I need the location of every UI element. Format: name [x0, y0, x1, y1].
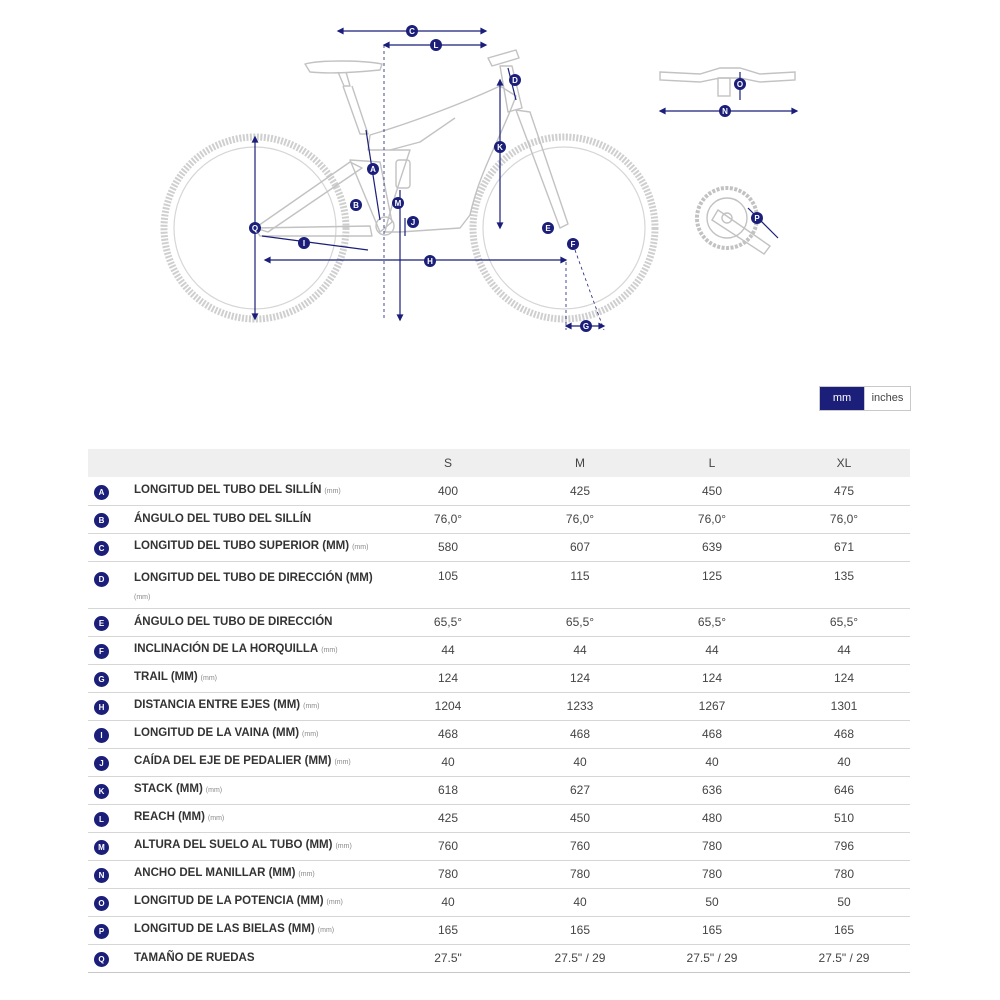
row-name: LONGITUD DE LA POTENCIA (MM) [134, 895, 324, 907]
row-name: LONGITUD DEL TUBO DE DIRECCIÓN (MM) [134, 571, 373, 584]
value-size-xl: 40 [837, 755, 851, 769]
value-size-xl: 44 [837, 643, 851, 657]
row-letter-cell [88, 748, 134, 776]
row-unit: (mm) [352, 544, 369, 551]
value-size-xl: 124 [833, 671, 855, 685]
marker-f-label: F [570, 240, 576, 249]
header-size-m: M [575, 456, 585, 470]
marker-g-label: G [582, 322, 590, 331]
row-name-cell [134, 561, 382, 608]
row-unit: (mm) [205, 787, 223, 794]
value-size-s: 780 [437, 867, 459, 881]
table-header [88, 449, 910, 477]
unit-toggle [819, 386, 911, 411]
marker-i [298, 237, 310, 249]
row-name: REACH (MM) [134, 811, 205, 823]
value-size-l: 50 [705, 895, 719, 909]
marker-k [494, 141, 506, 153]
row-name: ALTURA DEL SUELO AL TUBO (MM) [134, 839, 333, 851]
table-row [88, 944, 910, 972]
marker-e-label: E [545, 224, 551, 233]
value-size-m: 780 [569, 867, 591, 881]
marker-d-label: D [512, 76, 518, 85]
row-name: INCLINACIÓN DE LA HORQUILLA [134, 643, 319, 655]
value-size-xl: 646 [833, 783, 855, 797]
row-letter-cell [88, 561, 134, 608]
row-name-cell [134, 888, 382, 916]
header-size-l: L [708, 456, 716, 470]
marker-o [734, 78, 746, 90]
row-letter-badge: Q [94, 952, 109, 967]
value-size-l: 76,0° [697, 512, 727, 526]
value-size-xl: 50 [837, 895, 851, 909]
row-letter-cell [88, 832, 134, 860]
value-size-s: 580 [437, 540, 459, 554]
value-size-m: 44 [573, 643, 587, 657]
table-row [88, 776, 910, 804]
table-row [88, 533, 910, 561]
marker-e [542, 222, 554, 234]
marker-p [751, 212, 763, 224]
bike-geometry-diagram [0, 0, 1000, 350]
row-name: LONGITUD DE LAS BIELAS (MM) [134, 923, 315, 935]
marker-j [407, 216, 419, 228]
row-letter-badge: G [94, 672, 109, 687]
row-name: ÁNGULO DEL TUBO DE DIRECCIÓN [134, 616, 333, 628]
row-name: STACK (MM) [134, 783, 203, 795]
value-size-m: 40 [573, 755, 587, 769]
geometry-table [88, 449, 910, 973]
row-letter-badge: M [94, 840, 109, 855]
row-letter-badge: H [94, 700, 109, 715]
row-name-cell [134, 804, 382, 832]
row-letter-cell [88, 477, 134, 505]
row-letter-badge: A [94, 485, 109, 500]
marker-k-label: K [497, 143, 503, 152]
marker-l-label: L [433, 41, 439, 50]
value-size-s: 425 [437, 811, 459, 825]
value-size-s: 165 [437, 923, 459, 937]
table-row [88, 748, 910, 776]
row-name-cell [134, 776, 382, 804]
value-size-l: 165 [701, 923, 723, 937]
row-name-cell [134, 533, 382, 561]
marker-n-label: N [722, 107, 728, 116]
marker-q [249, 222, 261, 234]
row-name-cell [134, 608, 382, 636]
value-size-m: 76,0° [565, 512, 595, 526]
handlebar-top-view [660, 68, 795, 96]
row-letter-badge: C [94, 541, 109, 556]
table-row [88, 692, 910, 720]
row-name: LONGITUD DEL TUBO DEL SILLÍN [134, 483, 322, 496]
row-name: TRAIL (MM) [134, 671, 198, 683]
row-unit: (mm) [302, 731, 319, 738]
value-size-s: 40 [441, 755, 455, 769]
value-size-l: 44 [705, 643, 719, 657]
row-unit: (mm) [207, 815, 225, 822]
marker-a-label: A [370, 165, 376, 174]
value-size-l: 1267 [698, 699, 726, 713]
marker-q-label: Q [251, 224, 259, 233]
marker-a [367, 163, 379, 175]
row-letter-cell [88, 804, 134, 832]
value-size-m: 1233 [566, 699, 594, 713]
row-unit: (mm) [326, 899, 343, 906]
row-letter-cell [88, 720, 134, 748]
table-row [88, 832, 910, 860]
table-row [88, 720, 910, 748]
value-size-l: 124 [701, 671, 723, 685]
marker-p-label: P [754, 214, 760, 223]
unit-mm-button[interactable]: mm [820, 387, 864, 410]
row-unit: (mm) [321, 647, 338, 654]
value-size-s: 124 [437, 671, 459, 685]
value-size-xl: 510 [833, 811, 855, 825]
row-name: DISTANCIA ENTRE EJES (MM) [134, 699, 301, 711]
row-letter-cell [88, 888, 134, 916]
row-name-cell [134, 916, 382, 944]
value-size-m: 165 [569, 923, 591, 937]
marker-f [567, 238, 579, 250]
header-size-s: S [443, 456, 452, 470]
value-size-xl: 475 [833, 483, 855, 498]
row-unit: (mm) [134, 593, 151, 601]
table-row [88, 636, 910, 664]
row-letter-cell [88, 505, 134, 533]
table-row [88, 804, 910, 832]
bike-frame [255, 50, 568, 236]
row-letter-badge: F [94, 644, 109, 659]
value-size-m: 607 [569, 540, 591, 554]
value-size-s: 40 [441, 895, 455, 909]
value-size-s: 65,5° [433, 615, 463, 629]
value-size-l: 468 [701, 727, 723, 741]
value-size-l: 480 [701, 811, 723, 825]
value-size-s: 468 [437, 727, 459, 741]
row-letter-cell [88, 860, 134, 888]
value-size-m: 468 [569, 727, 591, 741]
table-row [88, 916, 910, 944]
row-letter-badge: O [94, 896, 109, 911]
row-unit: (mm) [334, 759, 351, 766]
row-name-cell [134, 477, 382, 505]
row-letter-cell [88, 944, 134, 972]
row-name: LONGITUD DEL TUBO SUPERIOR (MM) [134, 540, 350, 552]
marker-i-label: I [302, 239, 306, 248]
row-letter-cell [88, 776, 134, 804]
row-letter-badge: E [94, 616, 109, 631]
value-size-xl: 165 [833, 923, 855, 937]
marker-m-label: M [394, 199, 402, 208]
value-size-s: 44 [441, 643, 455, 657]
marker-h [424, 255, 436, 267]
table-row [88, 561, 910, 608]
marker-c-label: C [409, 27, 415, 36]
marker-c [406, 25, 418, 37]
value-size-xl: 27.5" / 29 [818, 951, 870, 965]
row-letter-badge: D [94, 572, 109, 587]
value-size-s: 400 [437, 483, 459, 498]
value-size-s: 76,0° [433, 512, 463, 526]
row-name-cell [134, 664, 382, 692]
row-letter-cell [88, 692, 134, 720]
row-name-cell [134, 636, 382, 664]
dimension-lines [253, 29, 798, 331]
value-size-xl: 468 [833, 727, 855, 741]
value-size-l: 639 [701, 540, 723, 554]
value-size-m: 760 [569, 839, 591, 853]
row-unit: (mm) [200, 675, 217, 682]
marker-l [430, 39, 442, 51]
row-name: TAMAÑO DE RUEDAS [134, 952, 255, 964]
row-letter-badge: B [94, 513, 109, 528]
table-row [88, 477, 910, 505]
marker-b-label: B [353, 201, 359, 210]
value-size-l: 450 [701, 483, 723, 498]
row-letter-badge: P [94, 924, 109, 939]
value-size-xl: 1301 [830, 699, 858, 713]
row-letter-cell [88, 636, 134, 664]
row-unit: (mm) [324, 487, 341, 495]
table-row [88, 860, 910, 888]
row-unit: (mm) [335, 843, 352, 850]
value-size-m: 124 [569, 671, 591, 685]
unit-inches-button[interactable]: inches [864, 387, 910, 410]
table-row [88, 608, 910, 636]
value-size-m: 425 [569, 483, 591, 498]
header-size-xl: XL [836, 456, 852, 470]
value-size-m: 627 [569, 783, 591, 797]
row-name-cell [134, 692, 382, 720]
row-name: CAÍDA DEL EJE DE PEDALIER (MM) [134, 755, 332, 767]
value-size-l: 40 [705, 755, 719, 769]
value-size-m: 40 [573, 895, 587, 909]
row-letter-badge: L [94, 812, 109, 827]
marker-n [719, 105, 731, 117]
value-size-l: 780 [701, 867, 723, 881]
marker-b [350, 199, 362, 211]
value-size-xl: 671 [833, 540, 855, 554]
row-name-cell [134, 832, 382, 860]
row-letter-cell [88, 533, 134, 561]
row-letter-badge: I [94, 728, 109, 743]
value-size-s: 760 [437, 839, 459, 853]
row-name-cell [134, 720, 382, 748]
marker-j-label: J [410, 218, 416, 227]
row-unit: (mm) [298, 871, 315, 878]
value-size-m: 27.5" / 29 [554, 951, 606, 965]
header-letter [88, 449, 134, 477]
table-row [88, 888, 910, 916]
value-size-xl: 780 [833, 867, 855, 881]
row-name-cell [134, 748, 382, 776]
row-name-cell [134, 944, 382, 972]
table-row [88, 664, 910, 692]
value-size-xl: 76,0° [829, 512, 859, 526]
value-size-xl: 65,5° [829, 615, 859, 629]
row-name-cell [134, 860, 382, 888]
value-size-l: 65,5° [697, 615, 727, 629]
table-body [88, 477, 910, 972]
row-name: LONGITUD DE LA VAINA (MM) [134, 727, 300, 739]
row-unit: (mm) [317, 927, 335, 934]
marker-m [392, 197, 404, 209]
row-letter-badge: J [94, 756, 109, 771]
row-letter-badge: K [94, 784, 109, 799]
row-letter-cell [88, 608, 134, 636]
value-size-s: 618 [437, 783, 459, 797]
value-size-xl: 135 [833, 568, 855, 583]
value-size-l: 125 [701, 568, 723, 583]
row-letter-cell [88, 916, 134, 944]
row-letter-cell [88, 664, 134, 692]
value-size-l: 636 [701, 783, 723, 797]
row-unit: (mm) [303, 703, 320, 710]
header-name [134, 449, 382, 477]
marker-d [509, 74, 521, 86]
value-size-s: 105 [437, 568, 459, 583]
marker-o-label: O [736, 80, 744, 89]
row-name-cell [134, 505, 382, 533]
value-size-m: 65,5° [565, 615, 595, 629]
value-size-xl: 796 [833, 839, 855, 853]
value-size-s: 1204 [434, 699, 462, 713]
marker-h-label: H [427, 257, 433, 266]
row-letter-badge: N [94, 868, 109, 883]
table-row [88, 505, 910, 533]
value-size-l: 780 [701, 839, 723, 853]
row-name: ANCHO DEL MANILLAR (MM) [134, 867, 296, 879]
value-size-s: 27.5" [434, 951, 462, 965]
value-size-m: 115 [570, 568, 590, 583]
row-name: ÁNGULO DEL TUBO DEL SILLÍN [134, 513, 312, 525]
value-size-l: 27.5" / 29 [686, 951, 738, 965]
marker-g [580, 320, 592, 332]
value-size-m: 450 [569, 811, 591, 825]
